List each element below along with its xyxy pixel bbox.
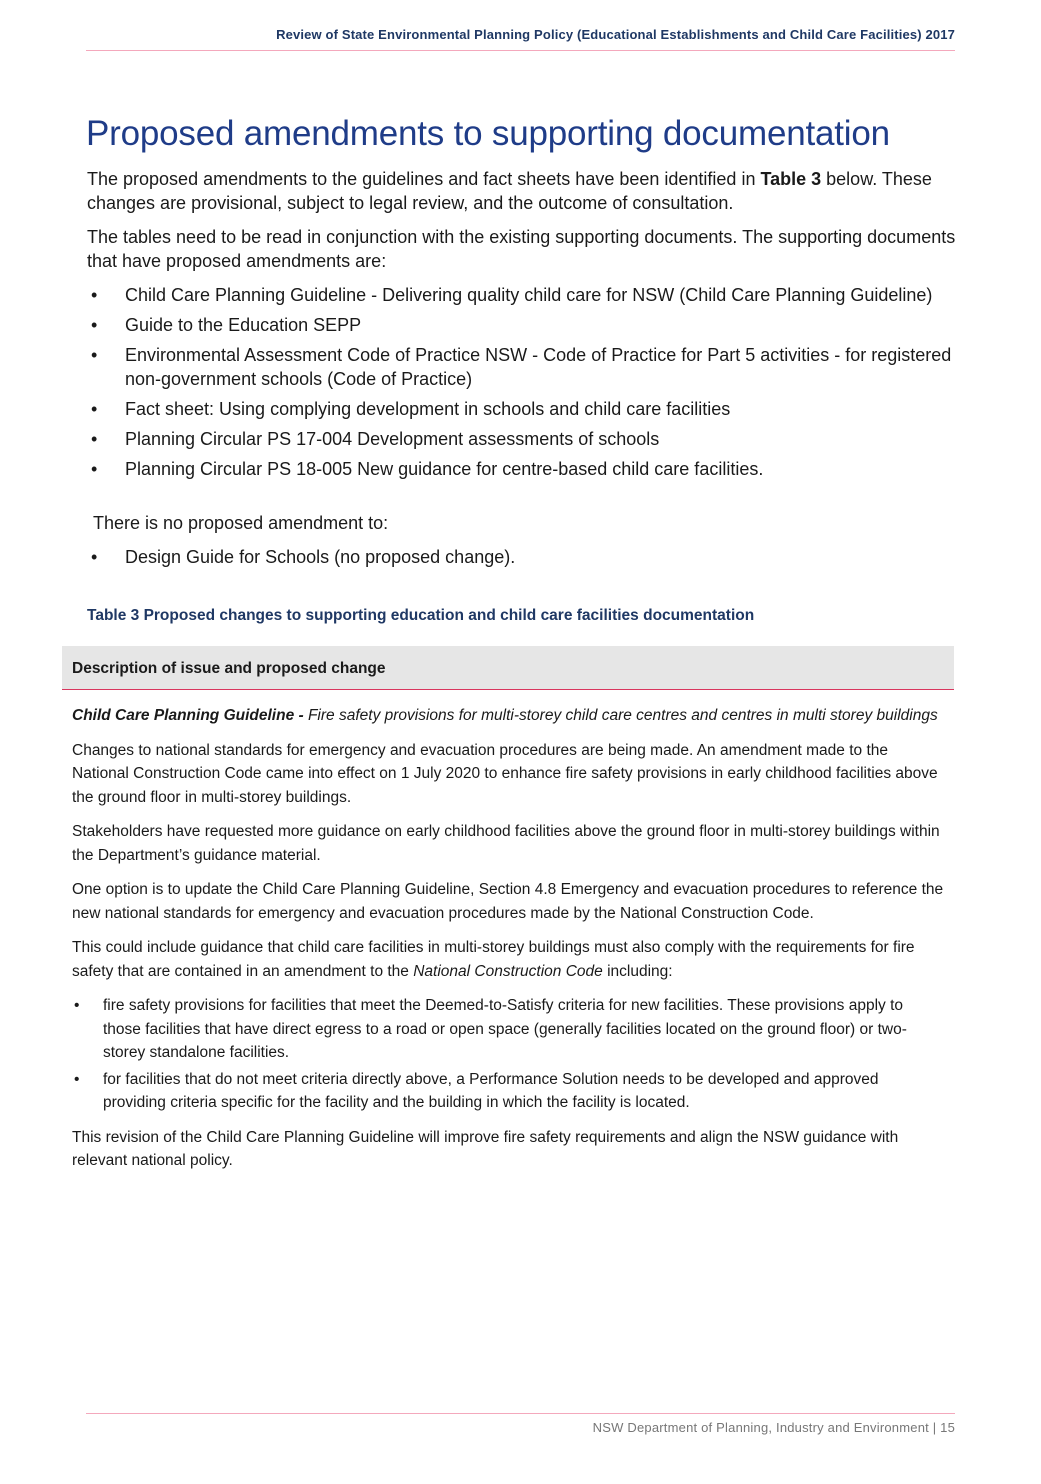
column-header: Description of issue and proposed change — [72, 660, 386, 677]
list-item: • Fact sheet: Using complying development in schools and child care facilities — [91, 399, 731, 419]
bullet-icon: • — [74, 1070, 80, 1088]
header-divider — [86, 50, 955, 51]
intro-paragraph-1: The proposed amendments to the guidelines and fact sheets have been identified in Table 3 below. These changes are provisional, subject to legal review, and the outcome of consultation. — [87, 169, 932, 213]
page-footer: NSW Department of Planning, Industry and Environment | 15 — [592, 1420, 955, 1435]
table-caption: Table 3 Proposed changes to supporting education and child care facilities documentation — [87, 607, 755, 624]
cell-paragraph: One option is to update the Child Care Planning Guideline, Section 4.8 Emergency and evacuation procedures to reference the new national standards for emergency and evacuation procedures made by the National Construction Code. — [72, 881, 944, 922]
amended-documents-list — [87, 283, 957, 487]
running-header: Review of State Environmental Planning Policy (Educational Establishments and Child Care Facilities) 2017 — [276, 27, 955, 42]
list-item: • Guide to the Education SEPP — [91, 315, 362, 335]
bullet-icon: • — [91, 315, 98, 335]
list-item: • Design Guide for Schools (no proposed change). — [91, 547, 516, 567]
list-item: • Environmental Assessment Code of Practice NSW - Code of Practice for Part 5 activities - for registered non-government schools (Code of Practice) — [91, 345, 952, 389]
footer-divider — [86, 1413, 955, 1414]
cell-paragraph: This could include guidance that child care facilities in multi-storey buildings must also comply with the requirements for fire safety that are contained in an amendment to the National Construction Code including: — [72, 939, 915, 980]
list-item: • Planning Circular PS 18-005 New guidance for centre-based child care facilities. — [91, 459, 764, 479]
cell-paragraph: Stakeholders have requested more guidance on early childhood facilities above the ground floor in multi-storey buildings within the Department’s guidance material. — [72, 823, 940, 864]
bullet-icon: • — [91, 459, 98, 479]
bullet-icon: • — [74, 997, 80, 1014]
list-item: • Child Care Planning Guideline - Delivering quality child care for NSW (Child Care Planning Guideline) — [91, 285, 933, 305]
cell-bullet-list — [72, 994, 944, 1115]
bullet-icon: • — [91, 345, 98, 365]
bullet-icon: • — [91, 547, 98, 567]
bullet-icon: • — [91, 399, 98, 419]
table-cell — [72, 704, 944, 1184]
list-item: • Planning Circular PS 17-004 Development assessments of schools — [91, 429, 660, 449]
list-item: • for facilities that do not meet criteria directly above, a Performance Solution needs to be developed and approved providing criteria specific for the facility and the building in which the facility is located. — [72, 1068, 944, 1115]
table-reference: Table 3 — [760, 169, 822, 189]
list-item: • fire safety provisions for facilities that meet the Deemed-to-Satisfy criteria for new facilities. These provisions apply to those facilities that have direct egress to a road or open space (generally facilities located on the ground floor) or two-storey standalone facilities. — [72, 994, 944, 1065]
table-header — [62, 646, 954, 690]
row-lead: Child Care Planning Guideline - Fire safety provisions for multi-storey child care centres and centres in multi storey buildings — [72, 707, 938, 724]
cell-paragraph: Changes to national standards for emergency and evacuation procedures are being made. An amendment made to the National Construction Code came into effect on 1 July 2020 to enhance fire safety provisions in early childhood facilities above the ground floor in multi-storey buildings. — [72, 741, 938, 806]
section-heading: Proposed amendments to supporting documentation — [86, 114, 890, 153]
no-amendment-text: There is no proposed amendment to: — [93, 513, 389, 533]
intro-paragraph-2: The tables need to be read in conjunction with the existing supporting documents. The supporting documents that have proposed amendments are: — [87, 227, 956, 271]
unamended-documents-list — [87, 545, 957, 575]
cell-paragraph: This revision of the Child Care Planning Guideline will improve fire safety requirements and align the NSW guidance with relevant national policy. — [72, 1128, 899, 1169]
bullet-icon: • — [91, 429, 98, 449]
bullet-icon: • — [91, 285, 98, 305]
